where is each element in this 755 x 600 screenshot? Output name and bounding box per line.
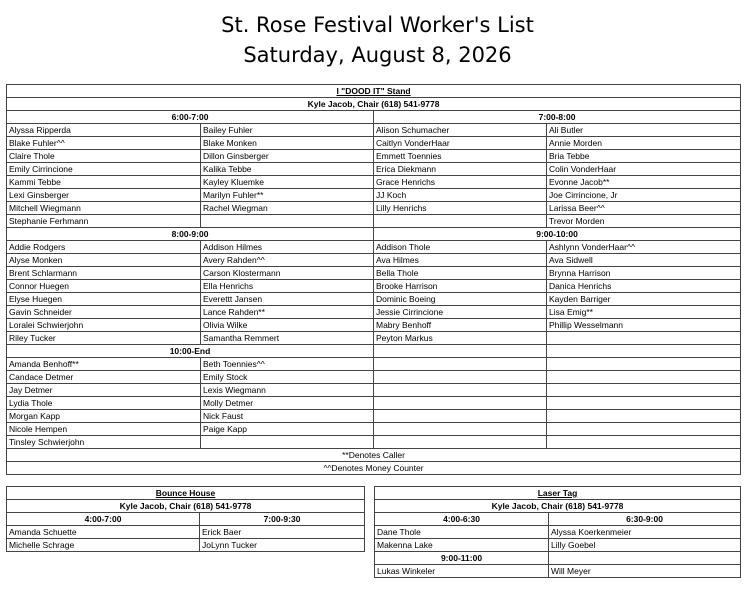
worker-name: Loralei Schwierjohn	[7, 319, 201, 332]
worker-name: Samantha Remmert	[201, 332, 374, 345]
worker-name: Rachel Wiegman	[201, 202, 374, 215]
worker-name	[547, 345, 741, 358]
time-slot-header: 6:30-9:00	[549, 513, 741, 526]
table-row	[7, 436, 741, 449]
worker-name: Lydia Thole	[7, 397, 201, 410]
worker-name: Grace Henrichs	[374, 176, 547, 189]
worker-name: Emily Cirrincione	[7, 163, 201, 176]
worker-name: Bella Thole	[374, 267, 547, 280]
worker-name: Beth Toennies^^	[201, 358, 374, 371]
table-row	[7, 397, 741, 410]
worker-name: Colin VonderHaar	[547, 163, 741, 176]
chair-row	[7, 500, 365, 513]
worker-name: Danica Henrichs	[547, 280, 741, 293]
table-row	[7, 189, 741, 202]
time-slot-header: 4:00-6:30	[375, 513, 549, 526]
worker-name: Jessie Cirrincione	[374, 306, 547, 319]
stand-title: I "DOOD IT" Stand	[7, 85, 741, 98]
laser-tag-table	[374, 486, 741, 578]
time-slot-header: 10:00-End	[7, 345, 374, 358]
worker-name: Amanda Schuette	[7, 526, 200, 539]
table-row	[7, 124, 741, 137]
worker-name: Alyssa Ripperda	[7, 124, 201, 137]
worker-name: Lexis Wiegmann	[201, 384, 374, 397]
dood-it-stand-table	[6, 84, 741, 475]
table-row	[7, 539, 365, 552]
worker-name	[547, 332, 741, 345]
worker-name: Morgan Kapp	[7, 410, 201, 423]
worker-name: Lilly Goebel	[549, 539, 741, 552]
table-row	[7, 241, 741, 254]
worker-name: Michelle Schrage	[7, 539, 200, 552]
note-row	[7, 449, 741, 462]
worker-name: Gavin Schneider	[7, 306, 201, 319]
worker-name: Alyssa Koerkenmeier	[549, 526, 741, 539]
time-slot-header: 8:00-9:00	[7, 228, 374, 241]
worker-name	[201, 215, 374, 228]
worker-name: Stephanie Ferhmann	[7, 215, 201, 228]
chair-row	[7, 98, 741, 111]
time-slot-header: 6:00-7:00	[7, 111, 374, 124]
worker-name: Marilyn Fuhler**	[201, 189, 374, 202]
table-row	[7, 306, 741, 319]
worker-name	[547, 410, 741, 423]
worker-name: Avery Rahden^^	[201, 254, 374, 267]
worker-name: Paige Kapp	[201, 423, 374, 436]
worker-name: Brent Schlarmann	[7, 267, 201, 280]
worker-name: Olivia Wilke	[201, 319, 374, 332]
time-slot-header: 7:00-8:00	[374, 111, 741, 124]
worker-name	[374, 410, 547, 423]
worker-name	[374, 423, 547, 436]
worker-name: Larissa Beer^^	[547, 202, 741, 215]
worker-name: Brynna Harrison	[547, 267, 741, 280]
worker-name: Emily Stock	[201, 371, 374, 384]
worker-name: Nick Faust	[201, 410, 374, 423]
table-row	[7, 526, 365, 539]
worker-name: Peyton Markus	[374, 332, 547, 345]
worker-name: Carson Klostermann	[201, 267, 374, 280]
worker-name: Emmett Toennies	[374, 150, 547, 163]
worker-name: Evonne Jacob**	[547, 176, 741, 189]
worker-name: Ali Butler	[547, 124, 741, 137]
worker-name: Addie Rodgers	[7, 241, 201, 254]
table-row	[7, 163, 741, 176]
time-slot-header: 4:00-7:00	[7, 513, 200, 526]
worker-name	[374, 345, 547, 358]
worker-name: Jay Detmer	[7, 384, 201, 397]
bounce-title: Bounce House	[7, 487, 365, 500]
worker-name: Elyse Huegen	[7, 293, 201, 306]
table-row	[7, 254, 741, 267]
table-row	[7, 332, 741, 345]
worker-name	[374, 397, 547, 410]
worker-name: Riley Tucker	[7, 332, 201, 345]
worker-name: Dominic Boeing	[374, 293, 547, 306]
page-date: Saturday, August 8, 2026	[243, 43, 512, 67]
worker-name: Blake Monken	[201, 137, 374, 150]
table-row	[7, 293, 741, 306]
worker-name: Kayley Kluemke	[201, 176, 374, 189]
worker-name: Ella Henrichs	[201, 280, 374, 293]
worker-name: Lisa Emig**	[547, 306, 741, 319]
chair-info: Kyle Jacob, Chair (618) 541-9778	[7, 500, 365, 513]
worker-name: Connor Huegen	[7, 280, 201, 293]
title-row	[7, 487, 365, 500]
worker-name	[547, 358, 741, 371]
title-row	[7, 85, 741, 98]
worker-name: Claire Thole	[7, 150, 201, 163]
table-row	[7, 150, 741, 163]
money-counter-note: ^^Denotes Money Counter	[7, 462, 741, 475]
table-row	[7, 215, 741, 228]
table-row	[7, 423, 741, 436]
table-row	[7, 410, 741, 423]
worker-name: Kalika Tebbe	[201, 163, 374, 176]
worker-name: Bailey Fuhler	[201, 124, 374, 137]
worker-name: Candace Detmer	[7, 371, 201, 384]
time-slot-header: 9:00-11:00	[375, 552, 549, 565]
worker-name: Caitlyn VonderHaar	[374, 137, 547, 150]
worker-name: Ashlynn VonderHaar^^	[547, 241, 741, 254]
worker-name: Kammi Tebbe	[7, 176, 201, 189]
time-slot-header: 9:00-10:00	[374, 228, 741, 241]
table-row	[375, 526, 741, 539]
worker-name: Phillip Wesselmann	[547, 319, 741, 332]
time-row	[375, 513, 741, 526]
worker-name: Joe Cirrincione, Jr	[547, 189, 741, 202]
worker-name: Erica Diekmann	[374, 163, 547, 176]
table-row	[7, 111, 741, 124]
table-row	[7, 319, 741, 332]
table-row	[7, 137, 741, 150]
laser-title: Laser Tag	[375, 487, 741, 500]
worker-name	[374, 436, 547, 449]
worker-name: Dillon Ginsberger	[201, 150, 374, 163]
note-row	[7, 462, 741, 475]
worker-name: Alyse Monken	[7, 254, 201, 267]
worker-name: Alison Schumacher	[374, 124, 547, 137]
chair-info: Kyle Jacob, Chair (618) 541-9778	[7, 98, 741, 111]
chair-info: Kyle Jacob, Chair (618) 541-9778	[375, 500, 741, 513]
worker-name: Molly Detmer	[201, 397, 374, 410]
worker-name	[374, 215, 547, 228]
worker-name: Lexi Ginsberger	[7, 189, 201, 202]
table-row	[7, 358, 741, 371]
worker-name: Ava Hilmes	[374, 254, 547, 267]
worker-name: Will Meyer	[549, 565, 741, 578]
worker-name: Brooke Harrison	[374, 280, 547, 293]
chair-row	[375, 500, 741, 513]
worker-name: Bria Tebbe	[547, 150, 741, 163]
worker-name: JoLynn Tucker	[200, 539, 365, 552]
worker-name: Makenna Lake	[375, 539, 549, 552]
time-slot-header: 7:00-9:30	[200, 513, 365, 526]
worker-name: Lukas Winkeler	[375, 565, 549, 578]
worker-name	[201, 436, 374, 449]
time-row	[7, 513, 365, 526]
worker-name: Mabry Benhoff	[374, 319, 547, 332]
worker-name	[374, 358, 547, 371]
worker-name	[547, 436, 741, 449]
worker-name: Amanda Benhoff**	[7, 358, 201, 371]
worker-name: Ava Sidwell	[547, 254, 741, 267]
worker-name: Lilly Henrichs	[374, 202, 547, 215]
worker-name: Tinsley Schwierjohn	[7, 436, 201, 449]
worker-name: JJ Koch	[374, 189, 547, 202]
worker-name	[374, 371, 547, 384]
worker-name: Erick Baer	[200, 526, 365, 539]
worker-name: Lance Rahden**	[201, 306, 374, 319]
worker-name: Nicole Hempen	[7, 423, 201, 436]
table-row	[7, 267, 741, 280]
table-row	[375, 539, 741, 552]
empty-cell	[549, 552, 741, 565]
table-row	[7, 176, 741, 189]
page-title: St. Rose Festival Worker's List	[221, 13, 534, 37]
worker-name: Blake Fuhler^^	[7, 137, 201, 150]
worker-name: Annie Morden	[547, 137, 741, 150]
bounce-house-table	[6, 486, 365, 552]
table-row	[375, 565, 741, 578]
worker-name: Mitchell Wiegmann	[7, 202, 201, 215]
title-row	[375, 487, 741, 500]
worker-name: Dane Thole	[375, 526, 549, 539]
time-row	[375, 552, 741, 565]
caller-note: **Denotes Caller	[7, 449, 741, 462]
worker-name	[374, 384, 547, 397]
worker-name: Addison Thole	[374, 241, 547, 254]
table-row	[7, 280, 741, 293]
worker-name: Kayden Barriger	[547, 293, 741, 306]
table-row	[7, 228, 741, 241]
worker-name	[547, 423, 741, 436]
worker-name: Everettt Jansen	[201, 293, 374, 306]
worker-name	[547, 397, 741, 410]
worker-name	[547, 371, 741, 384]
worker-name: Addison Hilmes	[201, 241, 374, 254]
table-row	[7, 202, 741, 215]
worker-name: Trevor Morden	[547, 215, 741, 228]
table-row	[7, 384, 741, 397]
worker-name	[547, 384, 741, 397]
table-row	[7, 345, 741, 358]
table-row	[7, 371, 741, 384]
